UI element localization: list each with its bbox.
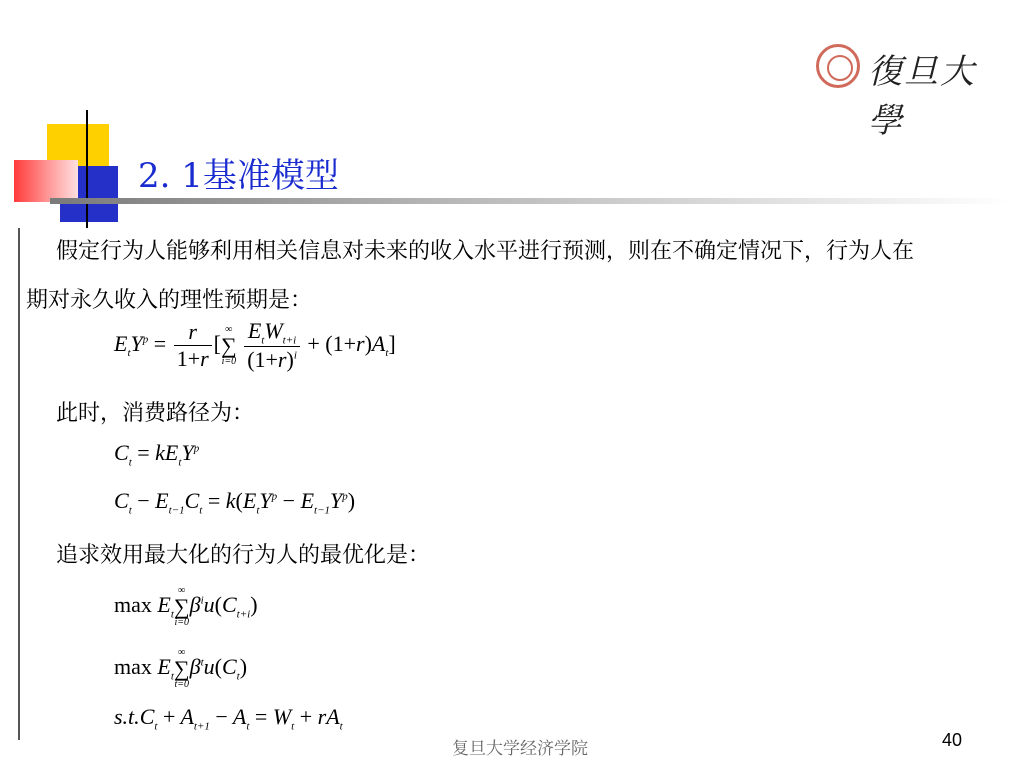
paragraph-optimization: 追求效用最大化的行为人的最优化是： [56, 543, 431, 568]
page-number: 40 [942, 730, 963, 750]
equation-consumption: $C_t = kE_tY^p$ [114, 440, 200, 469]
paragraph-line-2: 期对永久收入的理性预期是： [26, 288, 313, 313]
logo-text: 復旦大學 [868, 52, 976, 141]
paragraph-line-1: 假定行为人能够利用相关信息对未来的收入水平进行预测，则在不确定情况下，行为人在 [56, 239, 915, 264]
decor-vertical-line [86, 110, 88, 228]
paragraph-consumption-path: 此时，消费路径为： [56, 401, 255, 426]
equation-max-utility-1: $\max E_t$ ∞ ∑ i=0 $\beta^iu(C_{t+i})$ [114, 585, 258, 628]
seal-icon [816, 44, 860, 88]
footer-school-name: 复旦大学经济学院 [452, 739, 588, 759]
equation-consumption-difference: $C_t - E_{t-1}C_t = k(E_tY^p - E_{t-1}Y^p)$ [114, 488, 356, 517]
equation-rational-expectation: $E_tY^p$ = $\frac{r}{1+r}$ [ ∞ ∑ i=0 $\frac{E_tW_{t+i}}{(1+r)^i}$ + $(1+r)A_t$] [114, 318, 396, 373]
title-underline [50, 198, 1010, 204]
slide-title: 2. 1基准模型 [138, 156, 339, 196]
equation-budget-constraint: $s.t.C_t + A_{t+1} - A_t = W_t + rA_t$ [114, 704, 343, 733]
decor-red-square [14, 160, 78, 202]
university-logo [816, 44, 986, 141]
equation-max-utility-2: $\max E_t$ ∞ ∑ t=0 $\beta^tu(C_t)$ [114, 647, 248, 690]
content-left-bar [18, 228, 20, 740]
